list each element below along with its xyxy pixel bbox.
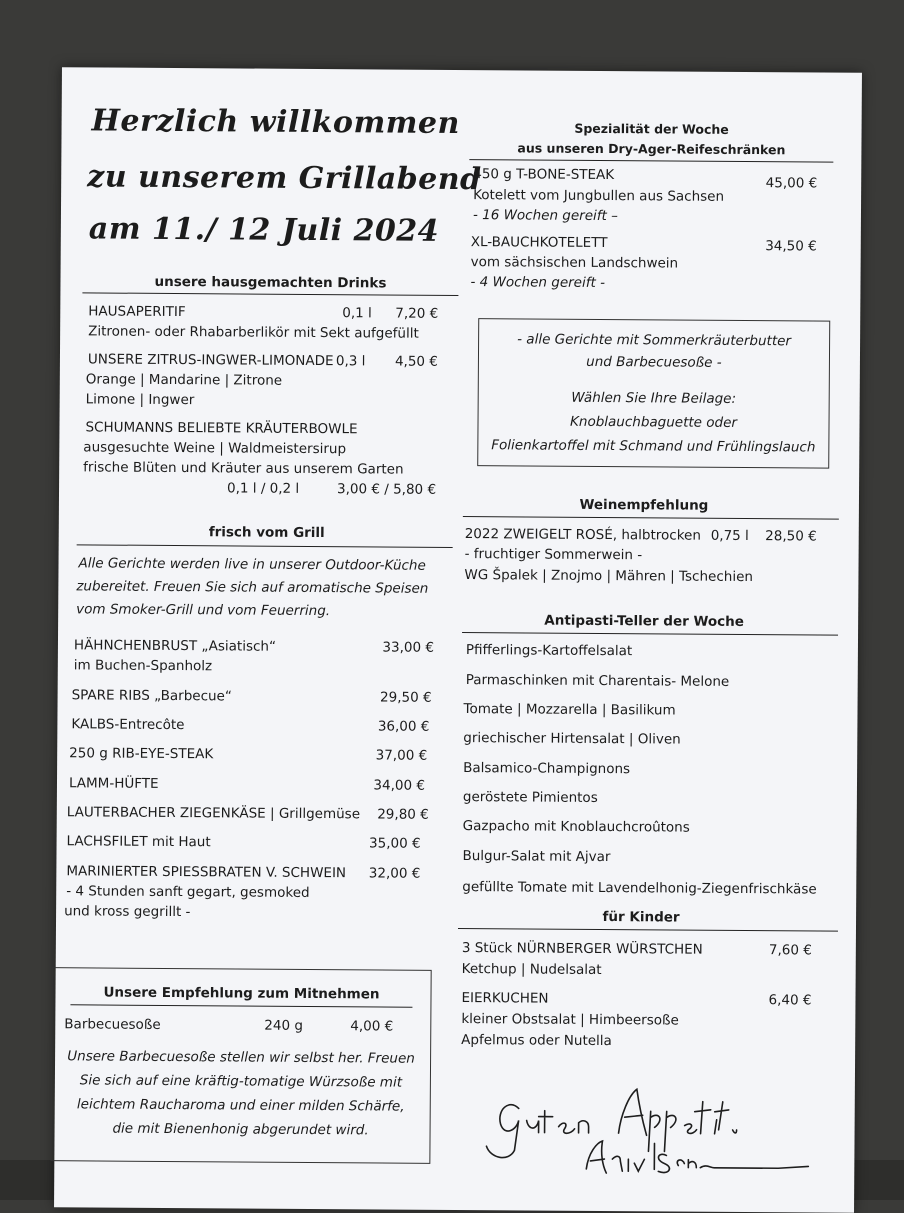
wine-name: 2022 ZWEIGELT ROSÉ, halbtrocken <box>464 526 702 544</box>
special-1-name: 450 g T-BONE-STEAK <box>473 166 615 184</box>
grill-item-4-price: 37,00 € <box>375 747 428 764</box>
grill-item-5-name: LAMM-HÜFTE <box>68 775 159 792</box>
drinks-title: unsere hausgemachten Drinks <box>154 273 387 292</box>
takeaway-desc-2: Sie sich auf eine kräftig-tomatige Würzsoße mit <box>79 1072 403 1091</box>
grill-item-6-name: LAUTERBACHER ZIEGENKÄSE | Grillgemüse <box>66 804 361 823</box>
kids-1-name: 3 Stück NÜRNBERGER WÜRSTCHEN <box>461 940 703 958</box>
wine-desc-1: - fruchtiger Sommerwein - <box>464 546 643 564</box>
antipasti-rule <box>462 632 838 636</box>
wine-size: 0,75 l <box>710 527 749 545</box>
grill-intro-1: Alle Gerichte werden live in unserer Outdoor-Küche <box>78 555 426 574</box>
antipasti-item-7: Gazpacho mit Knoblauchcroûtons <box>462 818 690 836</box>
antipasti-item-8: Bulgur-Salat mit Ajvar <box>462 848 611 866</box>
grill-item-1-sub: im Buchen-Spanholz <box>73 657 213 675</box>
kids-1-price: 7,60 € <box>768 942 812 959</box>
wine-title: Weinempfehlung <box>579 496 709 514</box>
kids-2-name: EIERKUCHEN <box>461 990 549 1007</box>
special-rule <box>469 159 833 163</box>
kids-1-desc: Ketchup | Nudelsalat <box>461 961 602 979</box>
antipasti-item-4: griechischer Hirtensalat | Oliven <box>463 730 681 748</box>
antipasti-item-5: Balsamico-Champignons <box>463 760 631 778</box>
drink-2-size: 0,3 l <box>335 353 366 370</box>
sides-line-1: - alle Gerichte mit Sommerkräuterbutter <box>517 331 792 350</box>
special-2-note: - 4 Wochen gereift - <box>470 274 606 292</box>
special-2-price: 34,50 € <box>765 238 817 255</box>
handwritten-signature <box>478 1080 819 1182</box>
drink-2-price: 4,50 € <box>394 353 438 370</box>
drink-3-name: SCHUMANNS BELIEBTE KRÄUTERBOWLE <box>85 419 358 438</box>
kids-2-price: 6,40 € <box>768 992 812 1009</box>
special-1-desc: Kotelett vom Jungbullen aus Sachsen <box>473 187 725 205</box>
sides-box <box>477 318 830 468</box>
antipasti-item-9: gefüllte Tomate mit Lavendelhonig-Ziegenfrischkäse <box>462 879 817 898</box>
grill-rule <box>77 544 453 548</box>
special-1-note: - 16 Wochen gereift – <box>472 207 618 225</box>
grill-title: frisch vom Grill <box>208 524 325 542</box>
wine-desc-2: WG Špalek | Znojmo | Mähren | Tschechien <box>464 567 754 586</box>
grill-intro-3: vom Smoker-Grill und vom Feuerring. <box>76 601 331 620</box>
antipasti-item-2: Parmaschinken mit Charentais- Melone <box>465 672 730 690</box>
special-1-price: 45,00 € <box>765 175 818 192</box>
grill-intro-2: zubereitet. Freuen Sie sich auf aromatische Speisen <box>76 578 429 597</box>
grill-item-3-price: 36,00 € <box>377 718 430 735</box>
takeaway-box <box>50 967 431 1164</box>
sides-line-2: und Barbecuesoße - <box>586 353 722 371</box>
drink-1-desc: Zitronen- oder Rhabarberlikör mit Sekt aufgefüllt <box>88 323 419 342</box>
antipasti-title: Antipasti-Teller der Woche <box>544 612 745 630</box>
grill-item-1-price: 33,00 € <box>382 639 435 656</box>
drink-3-price: 3,00 € / 5,80 € <box>336 481 437 498</box>
grill-item-4-name: 250 g RIB-EYE-STEAK <box>69 745 214 763</box>
grill-item-6-price: 29,80 € <box>377 806 429 823</box>
drink-1-name: HAUSAPERITIF <box>88 303 186 321</box>
menu-sheet <box>54 67 862 1213</box>
antipasti-item-3: Tomate | Mozzarella | Basilikum <box>463 701 676 719</box>
drink-3-desc-2: frische Blüten und Kräuter aus unserem Garten <box>83 459 404 478</box>
special-2-desc: vom sächsischen Landschwein <box>470 254 679 272</box>
takeaway-desc-3: leichtem Raucharoma und einer milden Schärfe, <box>76 1096 405 1115</box>
takeaway-price: 4,00 € <box>350 1018 394 1035</box>
welcome-line-3: am 11./ 12 Juli 2024 <box>88 211 440 249</box>
takeaway-item: Barbecuesoße <box>64 1016 161 1033</box>
drink-3-desc-1: ausgesuchte Weine | Waldmeistersirup <box>83 439 347 458</box>
grill-item-2-price: 29,50 € <box>380 689 432 706</box>
grill-item-8-desc-2: und kross gegrillt - <box>64 903 191 921</box>
antipasti-item-6: geröstete Pimientos <box>462 789 598 806</box>
grill-item-5-price: 34,00 € <box>373 777 426 794</box>
welcome-line-2: zu unserem Grillabend <box>87 159 482 198</box>
grill-item-8-name: MARINIERTER SPIESSBRATEN V. SCHWEIN <box>66 863 347 882</box>
grill-item-1-name: HÄHNCHENBRUST „Asiatisch“ <box>73 637 277 655</box>
takeaway-qty: 240 g <box>264 1017 303 1034</box>
wine-rule <box>463 516 839 520</box>
antipasti-item-1: Pfifferlings-Kartoffelsalat <box>465 642 633 660</box>
grill-item-7-price: 35,00 € <box>368 835 421 852</box>
grill-item-2-name: SPARE RIBS „Barbecue“ <box>71 687 232 705</box>
drink-2-desc-2: Limone | Ingwer <box>85 391 195 409</box>
kids-2-desc-1: kleiner Obstsalat | Himbeersoße <box>461 1011 679 1029</box>
drink-3-size: 0,1 l / 0,2 l <box>226 480 300 497</box>
drink-2-name: UNSERE ZITRUS-INGWER-LIMONADE <box>87 351 334 370</box>
special-title-2: aus unseren Dry-Ager-Reifeschränken <box>517 140 786 158</box>
drink-1-size: 0,1 l <box>342 305 372 322</box>
takeaway-desc-4: die mit Bienenhonig abgerundet wird. <box>112 1120 369 1139</box>
kids-title: für Kinder <box>602 909 680 926</box>
takeaway-rule <box>70 1004 412 1007</box>
takeaway-desc-1: Unsere Barbecuesoße stellen wir selbst her. Freuen <box>67 1048 415 1067</box>
kids-2-desc-2: Apfelmus oder Nutella <box>461 1032 612 1050</box>
drinks-rule <box>82 292 458 296</box>
sides-line-3: Wählen Sie Ihre Beilage: <box>571 389 737 407</box>
special-2-name: XL-BAUCHKOTELETT <box>470 234 608 252</box>
grill-item-3-name: KALBS-Entrecôte <box>71 716 185 734</box>
drink-2-desc-1: Orange | Mandarine | Zitrone <box>85 371 283 389</box>
takeaway-title: Unsere Empfehlung zum Mitnehmen <box>103 984 380 1003</box>
drink-1-price: 7,20 € <box>395 305 439 322</box>
grill-item-8-price: 32,00 € <box>368 865 421 882</box>
special-title-1: Spezialität der Woche <box>574 120 729 137</box>
wine-price: 28,50 € <box>765 528 817 545</box>
sides-line-5: Folienkartoffel mit Schmand und Frühlingslauch <box>491 437 816 456</box>
welcome-line-1: Herzlich willkommen <box>91 103 461 142</box>
grill-item-8-desc-1: - 4 Stunden sanft gegart, gesmoked <box>66 883 310 901</box>
grill-item-7-name: LACHSFILET mit Haut <box>66 833 211 851</box>
sides-line-4: Knoblauchbaguette oder <box>570 413 738 431</box>
kids-rule <box>458 928 838 932</box>
